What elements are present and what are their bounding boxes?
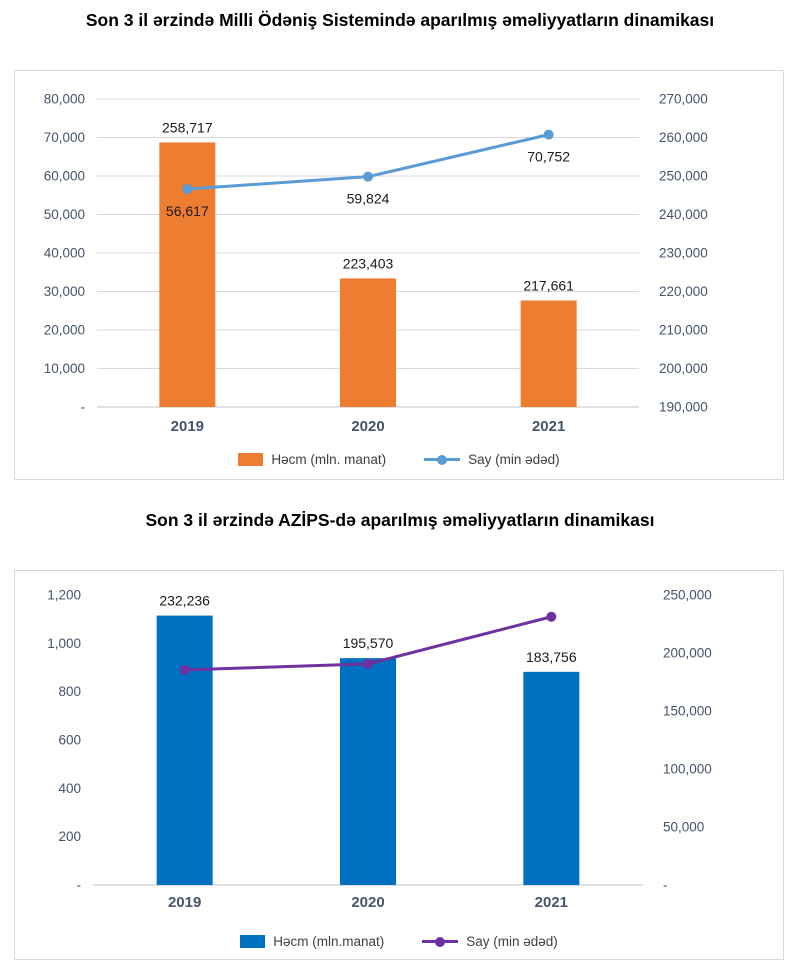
right-axis-tick: 200,000 [659, 361, 708, 376]
legend-item-volume [238, 452, 386, 467]
volume-bar-swatch-icon [238, 453, 263, 466]
line-marker-2021 [544, 130, 554, 140]
x-axis-label: 2019 [167, 894, 202, 911]
count-legend-label: Say (min ədəd) [468, 452, 560, 467]
right-axis-tick: 270,000 [659, 91, 708, 107]
line-value-label: 56,617 [165, 203, 209, 220]
bar-value-label: 195,570 [342, 635, 394, 652]
legend-item-count [424, 452, 560, 467]
line-marker-2019 [182, 184, 192, 194]
count-line-swatch-icon [424, 458, 460, 461]
left-axis-tick: 800 [58, 684, 81, 700]
left-axis-tick: 400 [58, 780, 81, 796]
left-axis-tick: - [80, 399, 85, 415]
right-axis-tick: - [663, 877, 668, 893]
count-line-swatch-icon [422, 940, 458, 943]
right-axis-tick: 260,000 [659, 130, 708, 145]
count-line-swatch-dot-icon [437, 455, 447, 465]
line-marker-2020 [363, 659, 373, 669]
legend-item-count [422, 934, 558, 949]
bar-value-label: 232,236 [159, 592, 210, 609]
line-value-label: 70,752 [527, 148, 571, 165]
right-axis-tick: 150,000 [663, 703, 712, 719]
x-axis-label: 2021 [534, 894, 569, 911]
count-legend-label: Say (min ədəd) [466, 934, 558, 949]
left-axis-tick: 10,000 [43, 361, 85, 376]
x-axis-label: 2020 [351, 894, 385, 911]
right-axis-tick: 230,000 [659, 245, 708, 261]
bar-value-label: 217,661 [523, 277, 574, 294]
left-axis-tick: 60,000 [43, 168, 85, 184]
bar-value-label: 258,717 [162, 119, 213, 136]
chart1-svg [15, 71, 783, 443]
left-axis-tick: 1,200 [47, 587, 81, 603]
chart1-title: Son 3 il ərzində Milli Ödəniş Sistemində aparılmış əməliyyatların dinamikası [85, 10, 715, 30]
right-axis-tick: 100,000 [663, 761, 712, 777]
right-axis-tick: 210,000 [659, 322, 708, 338]
right-axis-tick: 250,000 [663, 587, 712, 603]
left-axis-tick: 1,000 [47, 635, 81, 651]
chart2-svg [15, 571, 783, 917]
left-axis-tick: 80,000 [43, 91, 85, 107]
chart2-legend [15, 934, 783, 949]
bar-2019 [157, 616, 213, 885]
volume-legend-label: Həcm (mln.manat) [273, 934, 385, 949]
legend-item-volume [240, 934, 384, 949]
line-value-label: 59,824 [346, 190, 390, 207]
x-axis-label: 2019 [170, 418, 205, 435]
chart1-legend [15, 452, 783, 467]
left-axis-tick: 50,000 [43, 207, 85, 222]
line-marker-2020 [363, 172, 373, 182]
bar-2021 [521, 301, 577, 407]
bar-value-label: 183,756 [526, 648, 577, 665]
chart2-panel [14, 570, 784, 960]
bar-value-label: 223,403 [342, 255, 394, 272]
volume-legend-label: Həcm (mln. manat) [271, 452, 387, 467]
right-axis-tick: 240,000 [659, 207, 708, 222]
x-axis-label: 2021 [531, 418, 566, 435]
bar-2019 [159, 142, 215, 407]
chart1-panel [14, 70, 784, 480]
left-axis-tick: 200 [58, 829, 81, 845]
bar-2021 [523, 672, 579, 885]
left-axis-tick: 20,000 [43, 322, 85, 338]
right-axis-tick: 190,000 [659, 399, 708, 415]
right-axis-tick: 200,000 [663, 645, 712, 661]
right-axis-tick: 50,000 [663, 819, 705, 835]
right-axis-tick: 250,000 [659, 168, 708, 184]
count-line-swatch-dot-icon [435, 937, 445, 947]
x-axis-label: 2020 [351, 418, 385, 435]
left-axis-tick: 40,000 [43, 245, 85, 261]
right-axis-tick: 220,000 [659, 284, 708, 299]
left-axis-tick: 600 [58, 732, 81, 748]
left-axis-tick: 70,000 [43, 130, 85, 145]
volume-bar-swatch-icon [240, 935, 265, 948]
chart2-title: Son 3 il ərzində AZİPS-də aparılmış əməliyyatların dinamikası [145, 510, 655, 530]
line-marker-2021 [546, 612, 556, 622]
bar-2020 [340, 658, 396, 885]
line-marker-2019 [180, 665, 190, 675]
bar-2020 [340, 278, 396, 407]
left-axis-tick: - [76, 877, 81, 893]
left-axis-tick: 30,000 [43, 284, 85, 299]
